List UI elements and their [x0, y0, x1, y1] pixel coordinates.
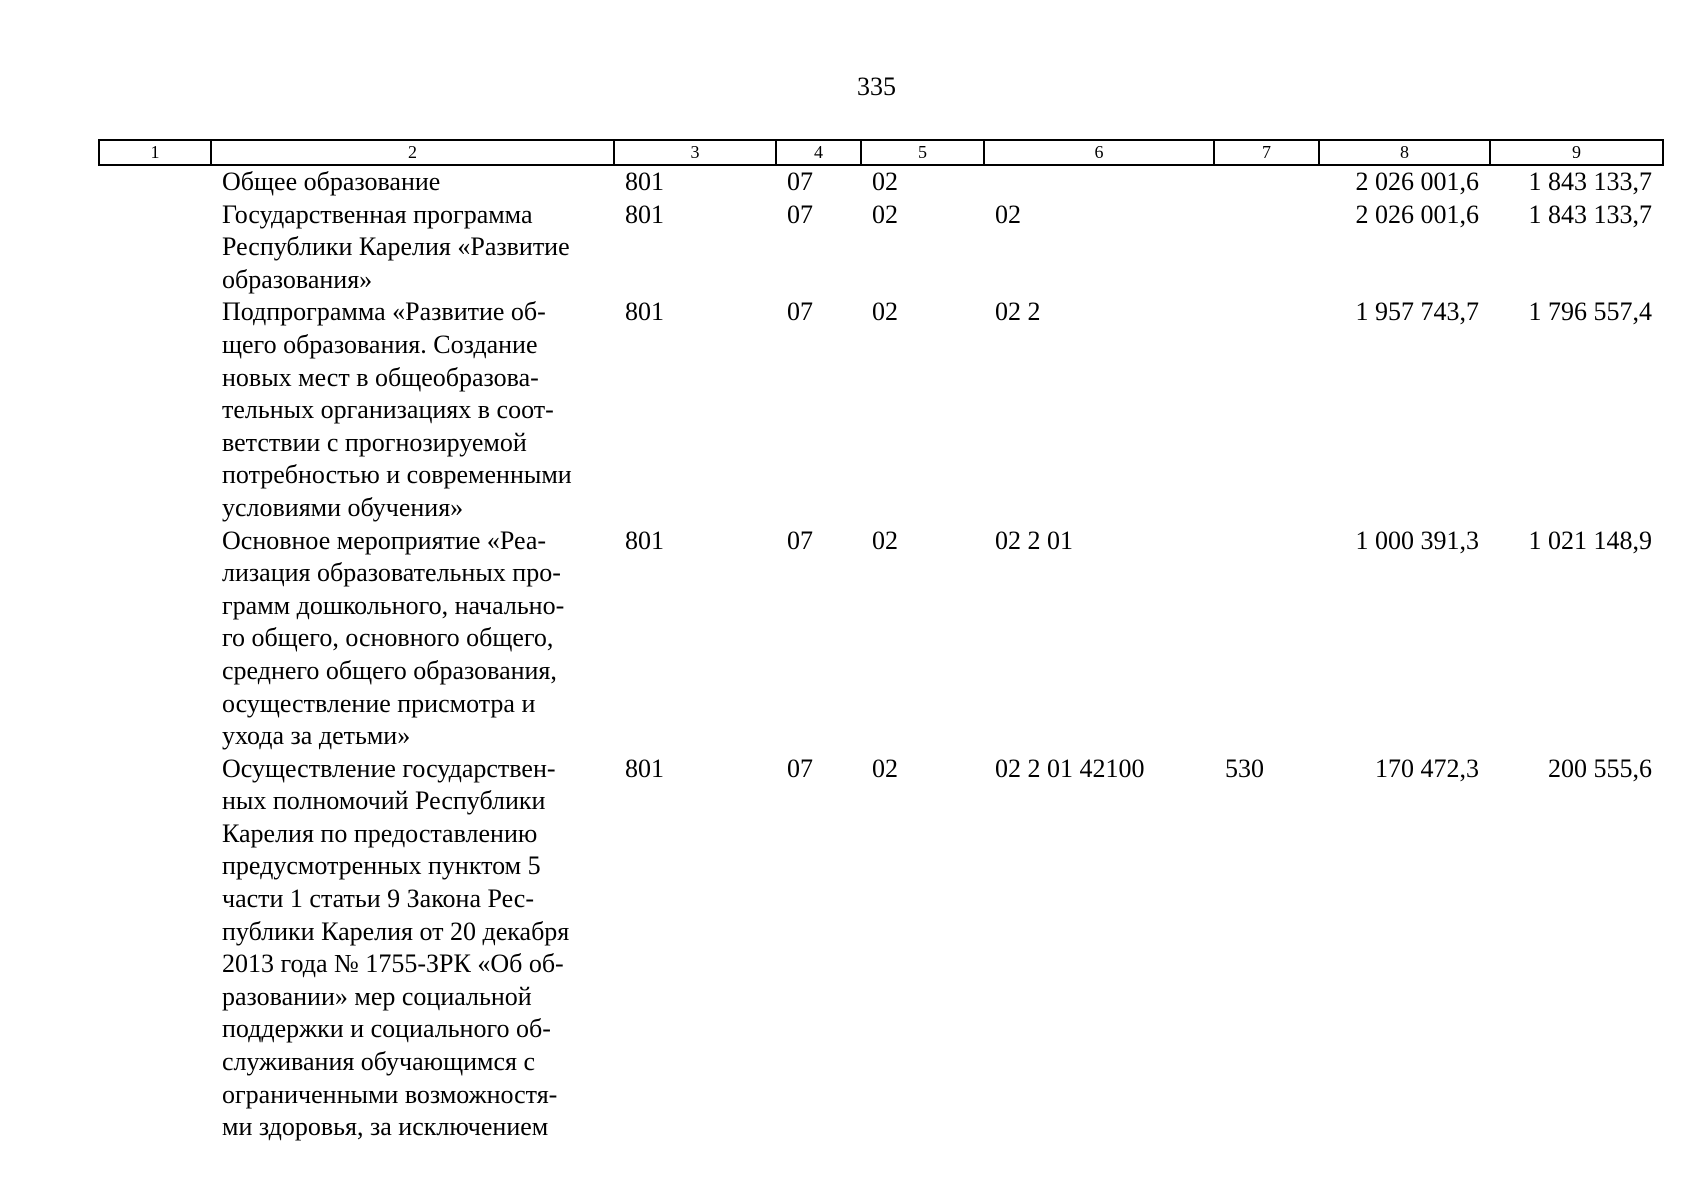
row-section: 07	[787, 753, 813, 783]
row-name: Основное мероприятие «Реа- лизация образовательных про- грамм дошкольного, начально- го общего, основного общего, среднего общего образования, осуществление присмотра и ухода за детьми»	[222, 525, 565, 751]
table-row	[99, 296, 1663, 524]
column-header-4: 4	[776, 140, 861, 165]
row-admin-code: 801	[625, 525, 664, 555]
row-expense-type	[1214, 296, 1319, 524]
row-subsection: 02	[872, 167, 898, 196]
row-admin-code: 801	[625, 753, 664, 783]
row-expense-type	[1214, 525, 1319, 753]
row-section: 07	[787, 199, 813, 229]
column-header-2: 2	[211, 140, 614, 165]
row-expense-type	[1214, 199, 1319, 297]
row-amount-col-8: 1 957 743,7	[1355, 297, 1479, 327]
row-subsection: 02	[872, 525, 898, 555]
row-section: 07	[787, 297, 813, 327]
row-column-1	[99, 753, 211, 1144]
row-name: Осуществление государствен- ных полномочий Республики Карелия по предоставлению предусмотренных пунктом 5 части 1 статьи 9 Закона Рес- публики Карелия от 20 декабря 2013 года № 1755-ЗРК «Об об- разовании» мер социальной поддержки и социального об- служивания обучающимся с ограниченными возможностя- ми здоровья, за исключением	[222, 753, 570, 1142]
row-section: 07	[787, 167, 813, 196]
row-admin-code: 801	[625, 297, 664, 327]
page-number: 335	[857, 72, 896, 101]
row-column-1	[99, 199, 211, 297]
table-header	[99, 140, 1663, 165]
column-header-8: 8	[1319, 140, 1490, 165]
row-amount-col-8: 1 000 391,3	[1355, 525, 1479, 555]
row-expense-type	[1214, 165, 1319, 199]
table-body	[99, 165, 1663, 1144]
row-target-article: 02 2 01 42100	[995, 753, 1145, 783]
column-number-row	[99, 140, 1663, 165]
column-header-9: 9	[1490, 140, 1663, 165]
row-target-article: 02 2 01	[995, 525, 1073, 555]
row-subsection: 02	[872, 753, 898, 783]
table-row	[99, 753, 1663, 1144]
table-row	[99, 165, 1663, 199]
row-column-1	[99, 296, 211, 524]
row-amount-col-8: 170 472,3	[1375, 753, 1479, 783]
table-row	[99, 199, 1663, 297]
row-subsection: 02	[872, 199, 898, 229]
row-amount-col-8: 2 026 001,6	[1355, 199, 1479, 229]
row-name: Подпрограмма «Развитие об- щего образования. Создание новых мест в общеобразова- тельных организациях в соот- ветствии с прогнозируемой потребностью и современными условиями обучения»	[222, 297, 572, 522]
row-column-1	[99, 165, 211, 199]
row-subsection: 02	[872, 297, 898, 327]
row-amount-col-9: 1 843 133,7	[1528, 199, 1652, 229]
row-admin-code: 801	[625, 167, 664, 196]
row-target-article	[984, 165, 1214, 199]
row-amount-col-9: 1 843 133,7	[1528, 167, 1652, 196]
row-name: Общее образование	[222, 167, 441, 196]
row-admin-code: 801	[625, 199, 664, 229]
column-header-3: 3	[614, 140, 776, 165]
row-name: Государственная программа Республики Карелия «Развитие образования»	[222, 199, 570, 294]
row-section: 07	[787, 525, 813, 555]
row-expense-type: 530	[1225, 753, 1264, 783]
table-row	[99, 525, 1663, 753]
budget-table	[98, 139, 1664, 1144]
column-header-6: 6	[984, 140, 1214, 165]
row-amount-col-9: 200 555,6	[1548, 753, 1652, 783]
row-amount-col-8: 2 026 001,6	[1355, 167, 1479, 196]
row-target-article: 02 2	[995, 297, 1041, 327]
row-column-1	[99, 525, 211, 753]
row-amount-col-9: 1 021 148,9	[1528, 525, 1652, 555]
column-header-7: 7	[1214, 140, 1319, 165]
column-header-5: 5	[861, 140, 984, 165]
row-target-article: 02	[995, 199, 1021, 229]
column-header-1: 1	[99, 140, 211, 165]
row-amount-col-9: 1 796 557,4	[1528, 297, 1652, 327]
